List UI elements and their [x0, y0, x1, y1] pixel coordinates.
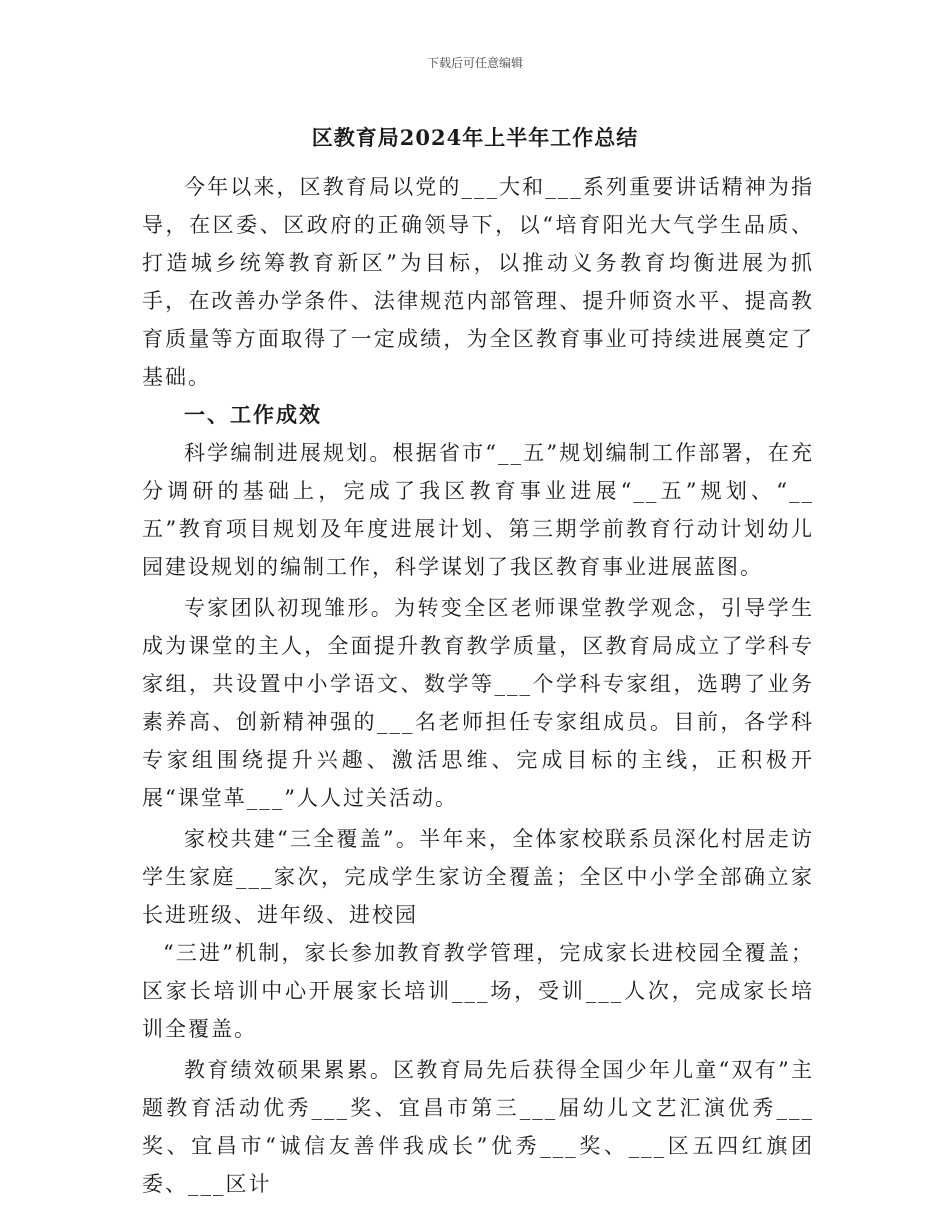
document-body	[142, 168, 814, 1203]
paragraph-home-school-b: “三进”机制，家长参加教育教学管理，完成家长进校园全覆盖；区家长培训中心开展家长培训___场，受训___人次，完成家长培训全覆盖。	[142, 941, 814, 1041]
document-title: 区教育局2024年上半年工作总结	[311, 125, 639, 150]
paragraph-home-school-a: 家校共建“三全覆盖”。半年来，全体家校联系员深化村居走访学生家庭___家次，完成学生家访全覆盖；全区中小学全部确立家长进班级、进年级、进校园	[142, 827, 814, 927]
paragraph-achievements: 教育绩效硕果累累。区教育局先后获得全国少年儿童“双有”主题教育活动优秀___奖、宜昌市第三___届幼儿文艺汇演优秀___奖、宜昌市“诚信友善伴我成长”优秀___奖、___区五四红旗团委、___区计	[142, 1058, 814, 1196]
section-heading-achievements: 一、工作成效	[184, 402, 322, 427]
paragraph-planning: 科学编制进展规划。根据省市“__五”规划编制工作部署，在充分调研的基础上，完成了我区教育事业进展“__五”规划、“__五”教育项目规划及年度进展计划、第三期学前教育行动计划幼儿园建设规划的编制工作，科学谋划了我区教育事业进展蓝图。	[142, 441, 814, 579]
intro-paragraph: 今年以来，区教育局以党的___大和___系列重要讲话精神为指导，在区委、区政府的正确领导下，以“培育阳光大气学生品质、打造城乡统筹教育新区”为目标，以推动义务教育均衡进展为抓手，在改善办学条件、法律规范内部管理、提升师资水平、提高教育质量等方面取得了一定成绩，为全区教育事业可持续进展奠定了基础。	[142, 175, 814, 389]
header-note: 下载后可任意编辑	[426, 56, 523, 70]
paragraph-expert-team: 专家团队初现雏形。为转变全区老师课堂教学观念，引导学生成为课堂的主人，全面提升教育教学质量，区教育局成立了学科专家组，共设置中小学语文、数学等___个学科专家组，选聘了业务素养高、创新精神强的___名老师担任专家组成员。目前，各学科专家组围绕提升兴趣、激活思维、完成目标的主线，正积极开展“课堂革___”人人过关活动。	[142, 596, 814, 810]
